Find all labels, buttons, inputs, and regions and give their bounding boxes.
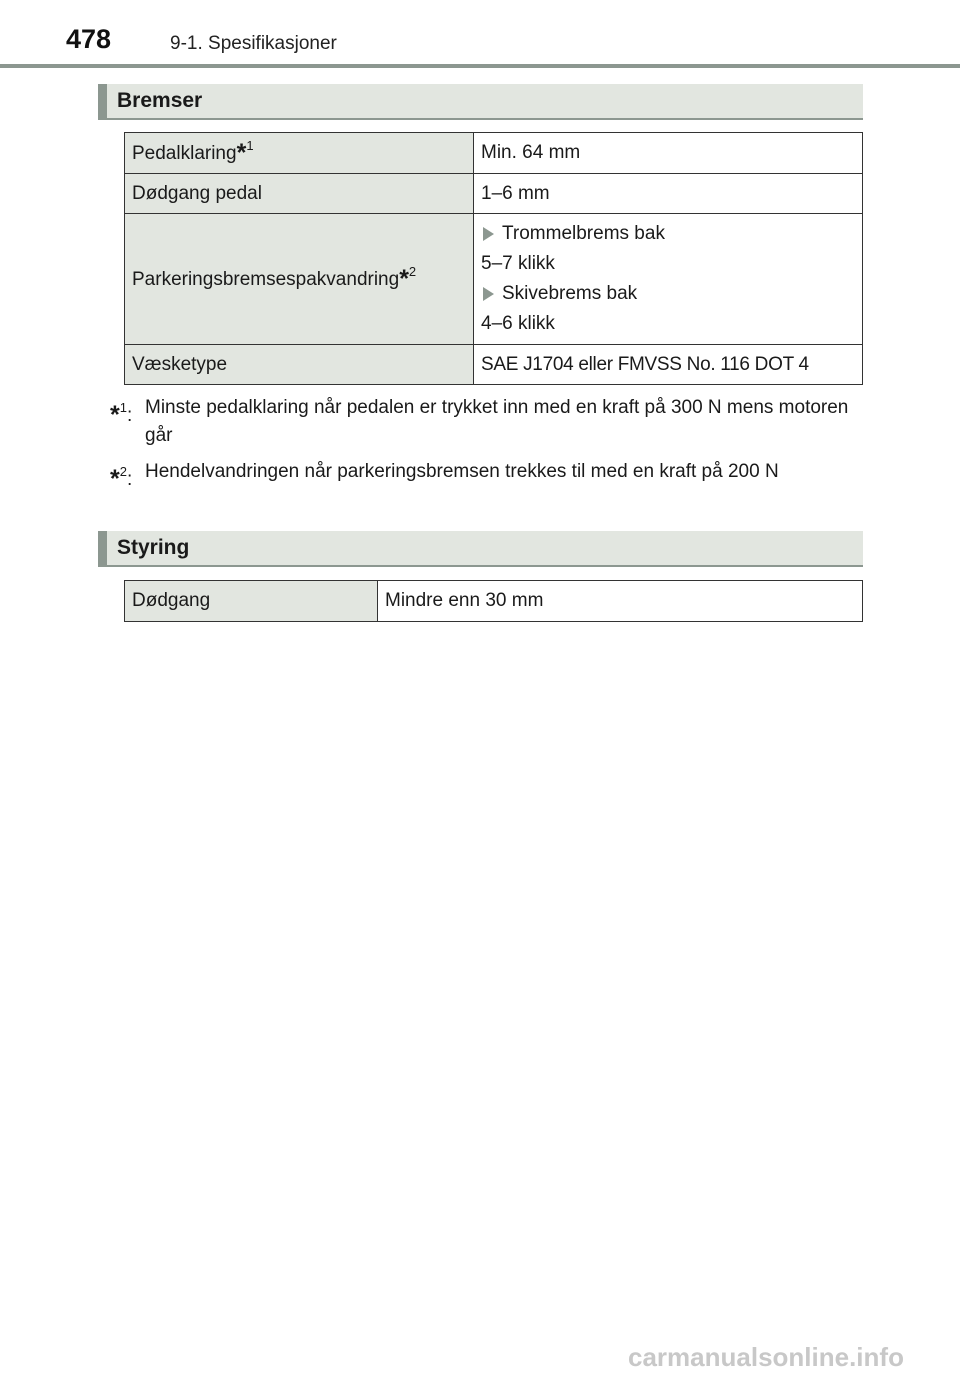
table-label-cell: Dødgang pedal [125, 174, 474, 214]
footnote-star: * [110, 465, 120, 493]
footnote [110, 394, 870, 450]
footnote-ref: 1 [119, 400, 127, 415]
footnote-ref: 2 [408, 264, 417, 279]
table-value-cell: SAE J1704 eller FMVSS No. 116 DOT 4 [474, 345, 863, 385]
table-row [125, 581, 863, 622]
option-heading-text: Trommelbrems bak [502, 223, 665, 244]
table-value-cell: 1–6 mm [474, 174, 863, 214]
footnote-star: * [236, 139, 247, 167]
triangle-bullet-icon [483, 227, 494, 241]
table-row [125, 345, 863, 385]
option-value: 4–6 klikk [481, 313, 555, 334]
footnote-star: * [399, 265, 409, 293]
option-heading-text: Skivebrems bak [502, 283, 638, 304]
footnote-text: Hendelvandringen når parkeringsbremsen trekkes til med en kraft på 200 N [145, 461, 779, 482]
footnote-marker: *$^2$: [110, 464, 133, 493]
row-label: Parkeringsbremsespakvandring [132, 269, 400, 290]
table-value-cell: Mindre enn 30 mm [378, 581, 863, 622]
footnote [110, 458, 810, 493]
triangle-bullet-icon [483, 287, 494, 301]
table-label-cell [125, 133, 474, 174]
section-heading-bremser: Bremser [98, 84, 863, 120]
brakes-spec-table [124, 132, 863, 385]
section-heading-styring: Styring [98, 531, 863, 567]
table-label-cell [125, 214, 474, 345]
table-row [125, 133, 863, 174]
section-title: 9-1. Spesifikasjoner [170, 33, 337, 54]
footnote-ref: 1 [246, 138, 254, 153]
option-heading [481, 279, 855, 309]
table-row [125, 174, 863, 214]
page-header [0, 0, 960, 70]
footnote-text: Minste pedalklaring når pedalen er trykket inn med en kraft på 300 N mens motoren går [145, 397, 849, 446]
table-value-cell: Min. 64 mm [474, 133, 863, 174]
header-divider [0, 64, 960, 68]
table-label-cell: Dødgang [125, 581, 378, 622]
table-row [125, 214, 863, 345]
row-label: Pedalklaring [132, 143, 237, 164]
page-number: 478 [66, 24, 112, 54]
watermark: carmanualsonline.info [628, 1342, 904, 1372]
table-label-cell: Væsketype [125, 345, 474, 385]
footnote-marker: *$^1$: [110, 400, 133, 429]
footnote-ref: 2 [119, 464, 127, 479]
option-value: 5–7 klikk [481, 253, 555, 274]
footnote-star: * [110, 401, 120, 429]
steering-spec-table [124, 580, 863, 622]
table-value-cell [474, 214, 863, 345]
option-heading [481, 219, 855, 249]
